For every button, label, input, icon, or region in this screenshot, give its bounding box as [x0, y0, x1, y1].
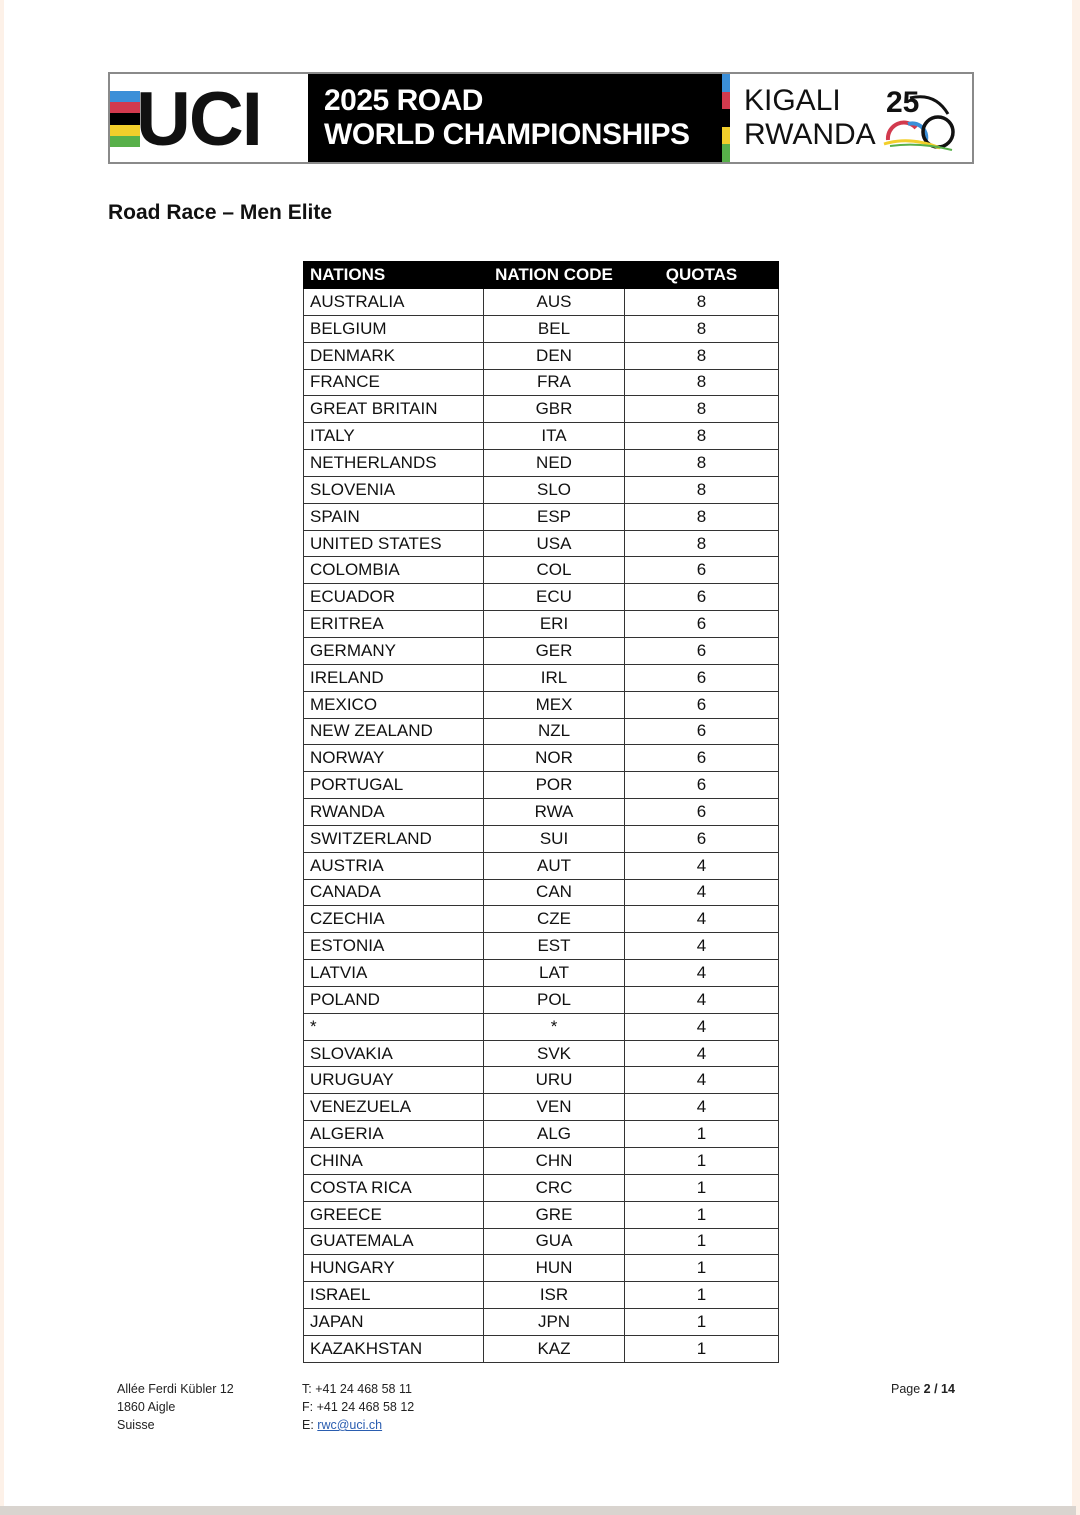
- nation-cell: DENMARK: [304, 342, 484, 369]
- email-link[interactable]: rwc@uci.ch: [317, 1418, 383, 1432]
- nation-code-cell: ISR: [484, 1282, 625, 1309]
- event-name-line1: 2025 ROAD: [324, 84, 483, 117]
- quota-cell: 6: [625, 745, 779, 772]
- table-row: [304, 450, 779, 477]
- nation-cell: POLAND: [304, 986, 484, 1013]
- nation-cell: FRANCE: [304, 369, 484, 396]
- quota-cell: 8: [625, 369, 779, 396]
- nation-cell: CHINA: [304, 1148, 484, 1175]
- table-row: [304, 1148, 779, 1175]
- quota-cell: 8: [625, 450, 779, 477]
- quota-cell: 6: [625, 584, 779, 611]
- page-separator: /: [930, 1382, 942, 1396]
- nation-code-cell: GRE: [484, 1201, 625, 1228]
- nation-cell: ERITREA: [304, 611, 484, 638]
- nation-cell: KAZAKHSTAN: [304, 1335, 484, 1362]
- nation-cell: NETHERLANDS: [304, 450, 484, 477]
- nation-cell: SLOVENIA: [304, 476, 484, 503]
- quota-cell: 1: [625, 1309, 779, 1336]
- quota-cell: 8: [625, 503, 779, 530]
- nation-code-cell: HUN: [484, 1255, 625, 1282]
- document-title: Road Race – Men Elite: [108, 201, 333, 224]
- quota-cell: 4: [625, 879, 779, 906]
- nation-cell: JAPAN: [304, 1309, 484, 1336]
- quota-cell: 4: [625, 1067, 779, 1094]
- quota-cell: 8: [625, 476, 779, 503]
- nation-code-cell: NOR: [484, 745, 625, 772]
- nation-code-cell: JPN: [484, 1309, 625, 1336]
- footer-address: [117, 1380, 234, 1434]
- quota-cell: 8: [625, 530, 779, 557]
- quota-cell: 6: [625, 799, 779, 826]
- table-row: [304, 476, 779, 503]
- table-row: [304, 289, 779, 316]
- page-edge-shadow: [0, 1506, 1076, 1515]
- quota-cell: 1: [625, 1335, 779, 1362]
- quota-cell: 6: [625, 664, 779, 691]
- quota-cell: 6: [625, 772, 779, 799]
- quota-cell: 6: [625, 825, 779, 852]
- column-header-nations: NATIONS: [304, 262, 484, 289]
- nation-cell: COLOMBIA: [304, 557, 484, 584]
- nation-code-cell: GBR: [484, 396, 625, 423]
- nation-code-cell: CRC: [484, 1174, 625, 1201]
- table-row: [304, 530, 779, 557]
- nation-code-cell: ALG: [484, 1121, 625, 1148]
- nation-code-cell: ECU: [484, 584, 625, 611]
- quota-cell: 8: [625, 342, 779, 369]
- nation-code-cell: *: [484, 1013, 625, 1040]
- nation-code-cell: CZE: [484, 906, 625, 933]
- table-row: [304, 852, 779, 879]
- nation-code-cell: KAZ: [484, 1335, 625, 1362]
- nation-code-cell: FRA: [484, 369, 625, 396]
- quota-cell: 8: [625, 396, 779, 423]
- table-row: [304, 503, 779, 530]
- page-number: [891, 1380, 955, 1398]
- quota-cell: 6: [625, 718, 779, 745]
- quota-cell: 4: [625, 1013, 779, 1040]
- table-row: [304, 1282, 779, 1309]
- table-row: [304, 933, 779, 960]
- nation-cell: RWANDA: [304, 799, 484, 826]
- footer-contact: [302, 1380, 414, 1434]
- nation-cell: AUSTRALIA: [304, 289, 484, 316]
- nation-code-cell: CHN: [484, 1148, 625, 1175]
- table-row: [304, 799, 779, 826]
- quota-cell: 1: [625, 1201, 779, 1228]
- quota-cell: 8: [625, 423, 779, 450]
- nation-code-cell: AUS: [484, 289, 625, 316]
- table-row: [304, 825, 779, 852]
- nation-code-cell: GER: [484, 637, 625, 664]
- nation-cell: GUATEMALA: [304, 1228, 484, 1255]
- nation-cell: URUGUAY: [304, 1067, 484, 1094]
- phone-number: T: +41 24 468 58 11: [302, 1382, 412, 1396]
- nation-code-cell: MEX: [484, 691, 625, 718]
- table-row: [304, 1201, 779, 1228]
- quota-cell: 4: [625, 1040, 779, 1067]
- table-row: [304, 1067, 779, 1094]
- nation-cell: GREECE: [304, 1201, 484, 1228]
- table-row: [304, 557, 779, 584]
- document-page: [4, 0, 1072, 1506]
- table-row: [304, 1255, 779, 1282]
- nation-code-cell: BEL: [484, 315, 625, 342]
- uci-logo: [110, 74, 308, 162]
- quota-cell: 6: [625, 557, 779, 584]
- logo-25-text: 25: [886, 86, 920, 119]
- table-row: [304, 396, 779, 423]
- nation-cell: PORTUGAL: [304, 772, 484, 799]
- table-row: [304, 315, 779, 342]
- page-total: 14: [941, 1382, 955, 1396]
- table-row: [304, 1335, 779, 1362]
- table-row: [304, 772, 779, 799]
- rainbow-divider: [722, 74, 730, 162]
- quota-cell: 6: [625, 611, 779, 638]
- nation-code-cell: URU: [484, 1067, 625, 1094]
- nation-code-cell: LAT: [484, 960, 625, 987]
- quota-cell: 4: [625, 1094, 779, 1121]
- quota-cell: 4: [625, 986, 779, 1013]
- table-row: [304, 1094, 779, 1121]
- nation-code-cell: SVK: [484, 1040, 625, 1067]
- table-row: [304, 369, 779, 396]
- table-row: [304, 1013, 779, 1040]
- nation-cell: GREAT BRITAIN: [304, 396, 484, 423]
- quota-cell: 1: [625, 1148, 779, 1175]
- nation-code-cell: USA: [484, 530, 625, 557]
- quota-cell: 6: [625, 637, 779, 664]
- nation-cell: VENEZUELA: [304, 1094, 484, 1121]
- nation-code-cell: SUI: [484, 825, 625, 852]
- table-row: [304, 637, 779, 664]
- nation-cell: ESTONIA: [304, 933, 484, 960]
- quota-cell: 1: [625, 1255, 779, 1282]
- nation-code-cell: VEN: [484, 1094, 625, 1121]
- host-location: [730, 74, 972, 162]
- address-city: 1860 Aigle: [117, 1400, 176, 1414]
- nation-code-cell: POL: [484, 986, 625, 1013]
- page-current: 2: [923, 1382, 931, 1396]
- table-row: [304, 960, 779, 987]
- nation-code-cell: IRL: [484, 664, 625, 691]
- table-row: [304, 1309, 779, 1336]
- quota-cell: 4: [625, 960, 779, 987]
- quota-cell: 4: [625, 852, 779, 879]
- nation-cell: GERMANY: [304, 637, 484, 664]
- table-row: [304, 611, 779, 638]
- table-row: [304, 1121, 779, 1148]
- nation-cell: ECUADOR: [304, 584, 484, 611]
- email-prefix: E:: [302, 1418, 318, 1432]
- nation-code-cell: COL: [484, 557, 625, 584]
- nation-cell: BELGIUM: [304, 315, 484, 342]
- quota-table: [303, 261, 779, 1363]
- nation-cell: CANADA: [304, 879, 484, 906]
- table-header-row: [304, 262, 779, 289]
- table-row: [304, 1174, 779, 1201]
- nation-code-cell: NZL: [484, 718, 625, 745]
- uci-logo-text: UCI: [136, 77, 261, 162]
- quota-cell: 1: [625, 1174, 779, 1201]
- table-row: [304, 342, 779, 369]
- nation-cell: CZECHIA: [304, 906, 484, 933]
- nation-code-cell: EST: [484, 933, 625, 960]
- nation-code-cell: CAN: [484, 879, 625, 906]
- column-header-quotas: QUOTAS: [625, 262, 779, 289]
- nation-cell: IRELAND: [304, 664, 484, 691]
- nation-cell: LATVIA: [304, 960, 484, 987]
- quota-cell: 8: [625, 315, 779, 342]
- cyclist-25-logo-icon: [880, 84, 960, 154]
- table-row: [304, 986, 779, 1013]
- table-row: [304, 691, 779, 718]
- nation-cell: SWITZERLAND: [304, 825, 484, 852]
- nation-cell: *: [304, 1013, 484, 1040]
- nation-code-cell: ESP: [484, 503, 625, 530]
- nation-code-cell: SLO: [484, 476, 625, 503]
- table-row: [304, 664, 779, 691]
- event-name-line2: WORLD CHAMPIONSHIPS: [324, 118, 690, 151]
- quota-cell: 8: [625, 289, 779, 316]
- table-row: [304, 718, 779, 745]
- table-row: [304, 879, 779, 906]
- event-banner: [108, 72, 974, 164]
- address-country: Suisse: [117, 1418, 155, 1432]
- nation-cell: AUSTRIA: [304, 852, 484, 879]
- nation-cell: ITALY: [304, 423, 484, 450]
- nation-code-cell: GUA: [484, 1228, 625, 1255]
- nation-code-cell: POR: [484, 772, 625, 799]
- nation-cell: HUNGARY: [304, 1255, 484, 1282]
- event-name: [308, 74, 722, 162]
- table-row: [304, 1228, 779, 1255]
- nation-cell: SLOVAKIA: [304, 1040, 484, 1067]
- host-country: RWANDA: [744, 118, 876, 151]
- quota-cell: 4: [625, 933, 779, 960]
- table-row: [304, 584, 779, 611]
- nation-code-cell: RWA: [484, 799, 625, 826]
- page-label: Page: [891, 1382, 924, 1396]
- table-row: [304, 906, 779, 933]
- column-header-nation-code: NATION CODE: [484, 262, 625, 289]
- nation-code-cell: AUT: [484, 852, 625, 879]
- nation-code-cell: ERI: [484, 611, 625, 638]
- quota-cell: 1: [625, 1121, 779, 1148]
- table-row: [304, 423, 779, 450]
- nation-cell: MEXICO: [304, 691, 484, 718]
- quota-cell: 6: [625, 691, 779, 718]
- nation-code-cell: DEN: [484, 342, 625, 369]
- nation-cell: ISRAEL: [304, 1282, 484, 1309]
- nation-cell: UNITED STATES: [304, 530, 484, 557]
- nation-cell: COSTA RICA: [304, 1174, 484, 1201]
- nation-cell: NEW ZEALAND: [304, 718, 484, 745]
- host-city: KIGALI: [744, 84, 841, 117]
- nation-code-cell: NED: [484, 450, 625, 477]
- table-row: [304, 1040, 779, 1067]
- quota-cell: 4: [625, 906, 779, 933]
- nation-code-cell: ITA: [484, 423, 625, 450]
- nation-cell: NORWAY: [304, 745, 484, 772]
- quota-cell: 1: [625, 1228, 779, 1255]
- nation-cell: ALGERIA: [304, 1121, 484, 1148]
- fax-number: F: +41 24 468 58 12: [302, 1400, 415, 1414]
- table-row: [304, 745, 779, 772]
- nation-cell: SPAIN: [304, 503, 484, 530]
- quota-cell: 1: [625, 1282, 779, 1309]
- address-street: Allée Ferdi Kübler 12: [117, 1382, 234, 1396]
